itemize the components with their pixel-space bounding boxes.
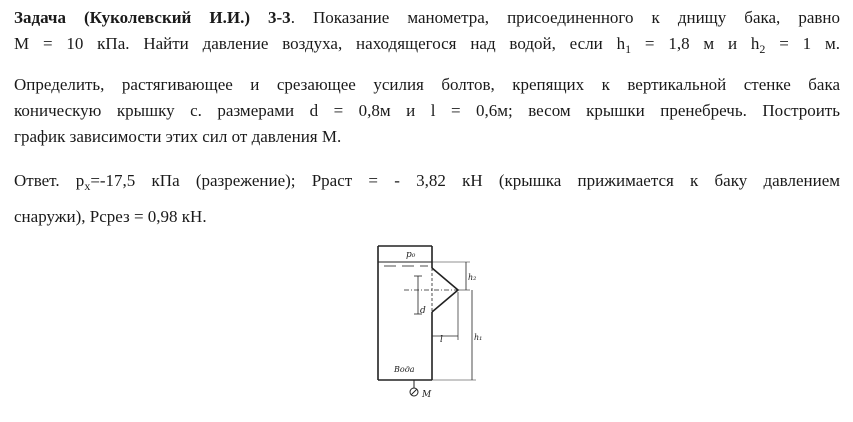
label-water: Вода (394, 365, 415, 374)
h2-subscript: 2 (759, 42, 766, 56)
problem-heading: Задача (Куколевский И.И.) 3-3 (14, 8, 291, 27)
label-p0: p₀ (406, 250, 416, 260)
label-d: d (420, 306, 426, 316)
px-subscript: x (84, 179, 91, 193)
tank-drawing (374, 244, 484, 404)
task-line1: Определить, растягивающее и срезающее усилия болтов, крепящих к вертикальной стенке бака (14, 75, 840, 94)
problem-statement (14, 5, 840, 57)
answer-prefix: Ответ. p (14, 171, 85, 190)
task-line2: коническую крышку с. размерами d = 0,8м и l = 0,6м; весом крышки пренебречь. Построить (14, 101, 840, 120)
answer-statement (14, 163, 840, 235)
problem-text-line1: . Показание манометра, присоединенного к днищу бака, равно (290, 8, 840, 27)
label-h1: h₁ (474, 333, 483, 342)
problem-text-line2b: = 1,8 м и h (631, 34, 760, 53)
problem-text-line2a: М = 10 кПа. Найти давление воздуха, находящегося над водой, если h (14, 34, 626, 53)
h1-subscript: 1 (625, 42, 632, 56)
answer-line2: снаружи), Рсрез = 0,98 кН. (14, 207, 207, 226)
answer-line1-rest: =-17,5 кПа (разрежение); Рраст = - 3,82 кН (крышка прижимается к баку давлением (90, 171, 840, 190)
task-line3: график зависимости этих сил от давления М. (14, 127, 342, 146)
label-l: l (440, 335, 443, 345)
label-m: М (422, 390, 432, 400)
label-h2: h₂ (468, 273, 477, 282)
task-statement (14, 72, 840, 150)
problem-text-line2c: = 1 м. (765, 34, 840, 53)
answer-line1 (14, 163, 840, 199)
tank-diagram (374, 244, 484, 404)
